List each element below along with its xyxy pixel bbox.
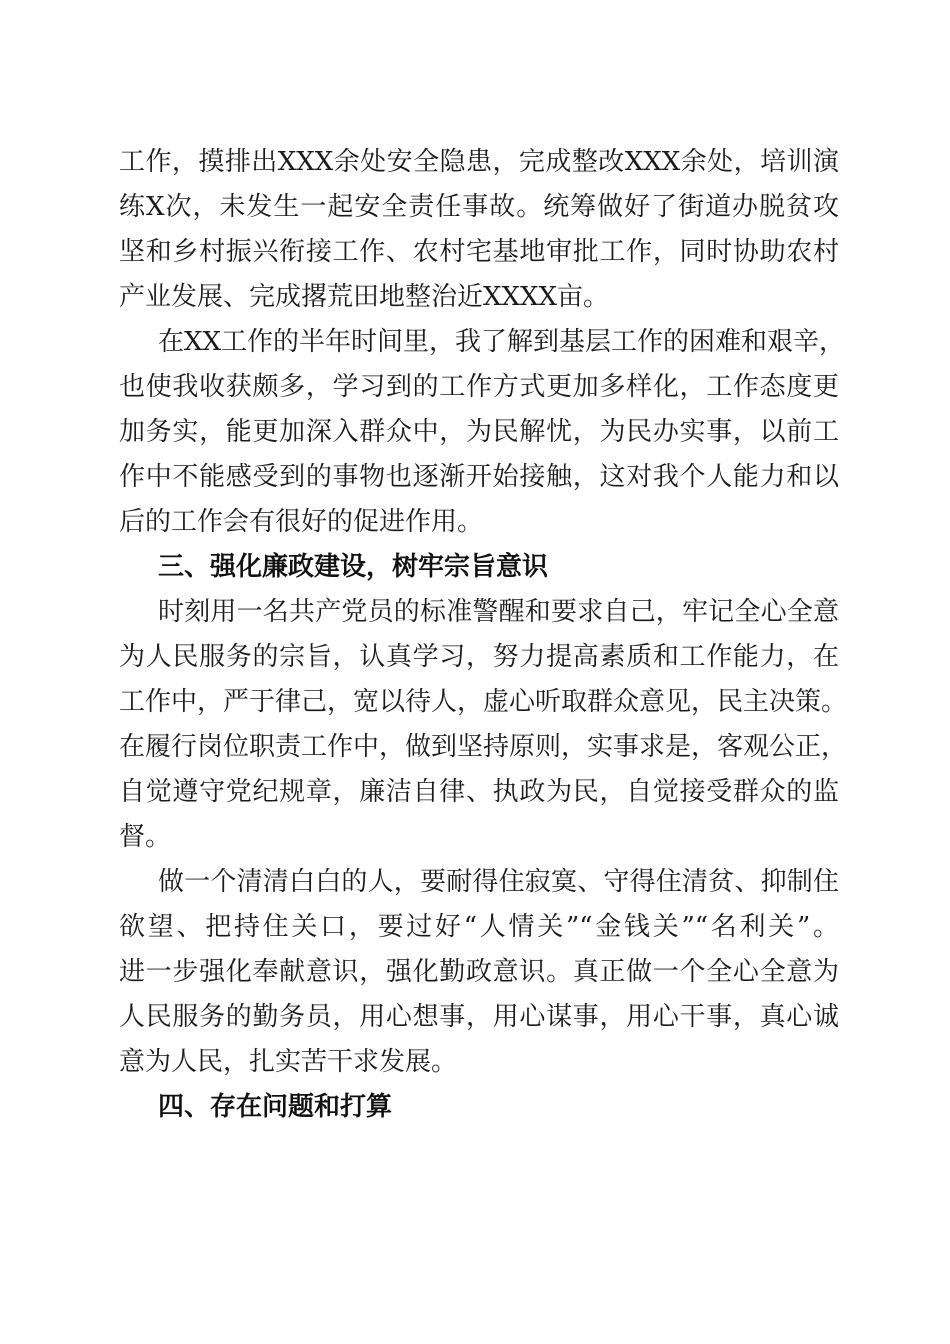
paragraph-line: 进一步强化奉献意识，强化勤政意识。真正做一个全心全意为: [119, 957, 839, 987]
paragraph-line: 后的工作会有很好的促进作用。: [119, 507, 484, 537]
paragraph-line: 意为人民，扎实苦干求发展。: [119, 1047, 458, 1077]
paragraph-line: 工作中，严于律己，宽以待人，虚心听取群众意见，民主决策。: [119, 687, 848, 717]
paragraph-line: 人民服务的勤务员，用心想事，用心谋事，用心干事，真心诚: [119, 1002, 839, 1032]
paragraph-line: 练X次，未发生一起安全责任事故。统筹做好了街道办脱贫攻: [119, 192, 839, 222]
paragraph-line: 为人民服务的宗旨，认真学习，努力提高素质和工作能力，在: [119, 642, 839, 672]
section-heading: 四、存在问题和打算: [158, 1092, 393, 1122]
paragraph-line: 在履行岗位职责工作中，做到坚持原则，实事求是，客观公正，: [119, 732, 848, 762]
paragraph-line: 作中不能感受到的事物也逐渐开始接触，这对我个人能力和以: [119, 462, 839, 492]
paragraph-line: 加务实，能更加深入群众中，为民解忧，为民办实事，以前工: [119, 417, 839, 447]
paragraph-line: 坚和乡村振兴衔接工作、农村宅基地审批工作，同时协助农村: [119, 237, 839, 267]
paragraph-line: 产业发展、完成撂荒田地整治近XXXX亩。: [119, 282, 610, 312]
paragraph-line: 自觉遵守党纪规章，廉洁自律、执政为民，自觉接受群众的监: [119, 777, 839, 807]
paragraph-first-line: 时刻用一名共产党员的标准警醒和要求自己，牢记全心全意: [158, 597, 839, 627]
paragraph-first-line: 在XX工作的半年时间里，我了解到基层工作的困难和艰辛，: [158, 327, 846, 357]
paragraph-line: 工作，摸排出XXX余处安全隐患，完成整改XXX余处，培训演: [119, 147, 839, 177]
paragraph-first-line: 做一个清清白白的人，要耐得住寂寞、守得住清贫、抑制住: [158, 867, 839, 897]
paragraph-line: 欲望、把持住关口，要过好“人情关”“金钱关”“名利关”。: [119, 912, 839, 942]
paragraph-line: 督。: [119, 822, 172, 852]
paragraph-line: 也使我收获颇多，学习到的工作方式更加多样化，工作态度更: [119, 372, 839, 402]
section-heading: 三、强化廉政建设，树牢宗旨意识: [158, 552, 549, 582]
